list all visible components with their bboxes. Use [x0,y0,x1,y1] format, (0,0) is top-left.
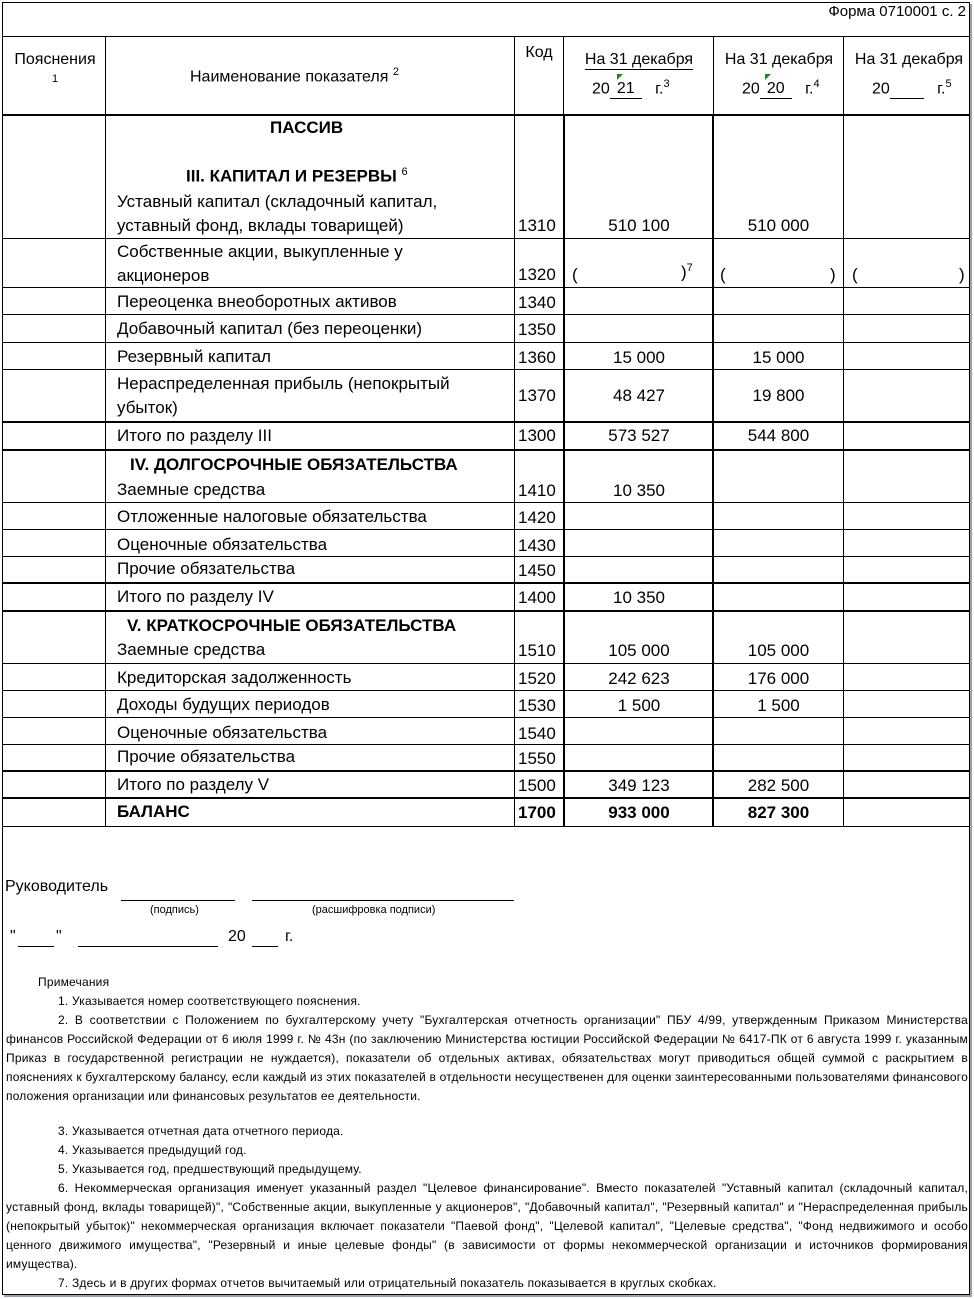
table-cell-value: 544 800 [747,426,810,445]
table-cell-value: 48 427 [613,386,665,405]
table-row-code: 1300 [518,426,556,445]
table-row-name: Оценочные обязательства [117,723,328,742]
table-row-code: 1310 [518,216,556,235]
signature-line [121,900,235,901]
table-row-code: 1340 [518,293,556,312]
table-row-name: Заемные средства [117,480,266,499]
table-row-name: Итого по разделу IV [117,587,274,606]
header-period-3: На 31 декабря [854,51,964,68]
table-row-code: 1550 [518,749,556,768]
table-row-name: Отложенные налоговые обязательства [117,507,427,526]
note-5: 5. Указывается год, предшествующий предыдущему. [58,1162,362,1176]
table-row-name: Прочие обязательства [117,747,296,766]
table-cell-value: 933 000 [608,803,670,822]
table-cell-value: 282 500 [747,776,810,795]
date-quote-close: " [56,928,62,945]
table-row-name: Заемные средства [117,640,266,659]
table-row-code: 1430 [518,536,556,555]
table-cell-value: 105 000 [608,641,670,660]
date-day-line [18,946,54,947]
table-cell-value: 10 350 [613,481,665,500]
table-row-code: 1700 [518,803,556,822]
green-mark [617,74,623,80]
section-liabilities: ПАССИВ [270,118,344,137]
table-row-name: БАЛАНС [117,802,190,821]
note-4: 4. Указывается предыдущий год. [58,1143,247,1157]
table-row-code: 1400 [518,588,556,607]
table-row-name: Резервный капитал [117,347,271,366]
table-row-name: Прочие обязательства [117,559,296,578]
table-row-code: 1530 [518,696,556,715]
date-month-line [78,946,218,947]
note-3: 3. Указывается отчетная дата отчетного периода. [58,1124,344,1138]
header-period-1: На 31 декабря [584,51,694,68]
signature-head-label: Руководитель [5,878,109,895]
header-period-1-year: 20 21 г.$^3$ [592,78,670,98]
note-2: 2. В соответствии с Положением по бухгалтерскому учету "Бухгалтерская отчетность организации" ПБУ 4/99, утвержденным Приказом Министерства финансов Российской Федерации от 6 июля 1999 г. № 43н (по заключению Министерства юстиции Российской Федерации № 6417-ПК от 6 августа 1999 г. указанным Приказ в государственной регистрации не нуждается), показатели об отдельных активах, обязательствах могут приводиться общей суммой с раскрытием в пояснениях к бухгалтерскому балансу, если каждый из этих показателей в отдельности несущественен для оценки заинтересованными пользователями финансового положения организации или финансовых результатов ее деятельности. [6,1013,968,1103]
table-row-code: 1320 [518,265,556,284]
table-row-code: 1500 [518,776,556,795]
table-row-code: 1420 [518,508,556,527]
table-cell-value: 510 100 [608,216,670,235]
note-7: 7. Здесь и в других формах отчетов вычитаемый или отрицательный показатель показывается в круглых скобках. [58,1276,717,1290]
table-cell-value: 242 623 [608,669,670,688]
form-code: Форма 0710001 с. 2 [828,3,966,20]
header-period-2: На 31 декабря [724,51,834,68]
header-period-2-year: 20 20 г.$^4$ [742,78,820,98]
table-row-code: 1450 [518,561,556,580]
header-name: Наименование показателя $^2$ [190,66,399,86]
table-row-code: 1510 [518,641,556,660]
header-period-3-year: 20 г.$^5$ [872,78,952,98]
table-cell-value: 15 000 [613,348,665,367]
section-capital: III. КАПИТАЛ И РЕЗЕРВЫ $^6$ [186,166,408,186]
note-6: 6. Некоммерческая организация именует указанный раздел "Целевое финансирование". Вместо показателей "Уставный капитал (складочный капитал, уставный фонд, вклады товарищей)", "Собственные акции, выкупленные у акционеров", "Добавочный капитал", "Резервный капитал" и "Нераспределенная прибыль (непокрытый убыток)" некоммерческая организация включает показатели "Паевой фонд", "Целевой капитал", "Целевые средства", "Фонд недвижимого и особо ценного движимого имущества", "Резервный и иные целевые фонды" (в зависимости от формы некоммерческой организации и источников формирования имущества). [6,1181,968,1271]
table-row-name: Кредиторская задолженность [117,668,352,687]
table-row-name: Уставный капитал (складочный капитал, уставный фонд, вклады товарищей) [117,192,438,235]
table-cell-value: 19 800 [752,386,805,405]
header-code: Код [525,44,553,61]
paren-close: ) [959,265,965,284]
date-year-line [252,946,278,947]
paren-open: ( [720,265,726,284]
table-row-name: Итого по разделу V [117,775,270,794]
table-row-code: 1520 [518,669,556,688]
paren-open: ( [852,265,858,284]
paren-open: ( [572,265,578,284]
section-short-term: V. КРАТКОСРОЧНЫЕ ОБЯЗАТЕЛЬСТВА [127,616,457,635]
table-row-code: 1360 [518,348,556,367]
signature-caption: (подпись) [150,904,199,916]
note-1: 1. Указывается номер соответствующего пояснения. [58,994,361,1008]
section-long-term: IV. ДОЛГОСРОЧНЫЕ ОБЯЗАТЕЛЬСТВА [130,455,458,474]
paren-close: ) [830,265,836,284]
table-cell-value: 15 000 [752,348,805,367]
table-row-name: Итого по разделу III [117,426,272,445]
notes-title: Примечания [38,975,110,989]
table-cell-value: 10 350 [613,588,665,607]
table-row-name: Переоценка внеоборотных активов [117,292,397,311]
date-year-prefix: 20 [228,928,246,945]
table-row-code: 1540 [518,724,556,743]
table-cell-value: 510 000 [747,216,810,235]
table-cell-value: 105 000 [747,641,810,660]
table-row-name: Нераспределенная прибыль (непокрытый убыток) [117,374,450,417]
signature-decode-line [252,900,514,901]
table-cell-value: 1 500 [617,696,661,715]
table-row-name: Оценочные обязательства [117,535,328,554]
paren-close: )$^7$ [681,262,693,282]
table-row-code: 1370 [518,386,556,405]
table-cell-value: 176 000 [747,669,810,688]
green-mark [765,74,771,80]
date-year-suffix: г. [285,928,294,945]
table-row-name: Доходы будущих периодов [117,695,330,714]
table-cell-value: 827 300 [747,803,810,822]
table-cell-value: 349 123 [608,776,670,795]
signature-decode-caption: (расшифровка подписи) [312,904,436,916]
table-cell-value: 1 500 [757,696,800,715]
table-row-name: Собственные акции, выкупленные у акционеров [117,242,403,285]
table-row-code: 1410 [518,481,556,500]
notes-block [6,973,968,1293]
table-cell-value: 573 527 [608,426,670,445]
date-quote-open: " [10,928,16,945]
header-notes: Пояснения 1 [14,51,96,85]
table-row-code: 1350 [518,320,556,339]
table-row-name: Добавочный капитал (без переоценки) [117,319,423,338]
